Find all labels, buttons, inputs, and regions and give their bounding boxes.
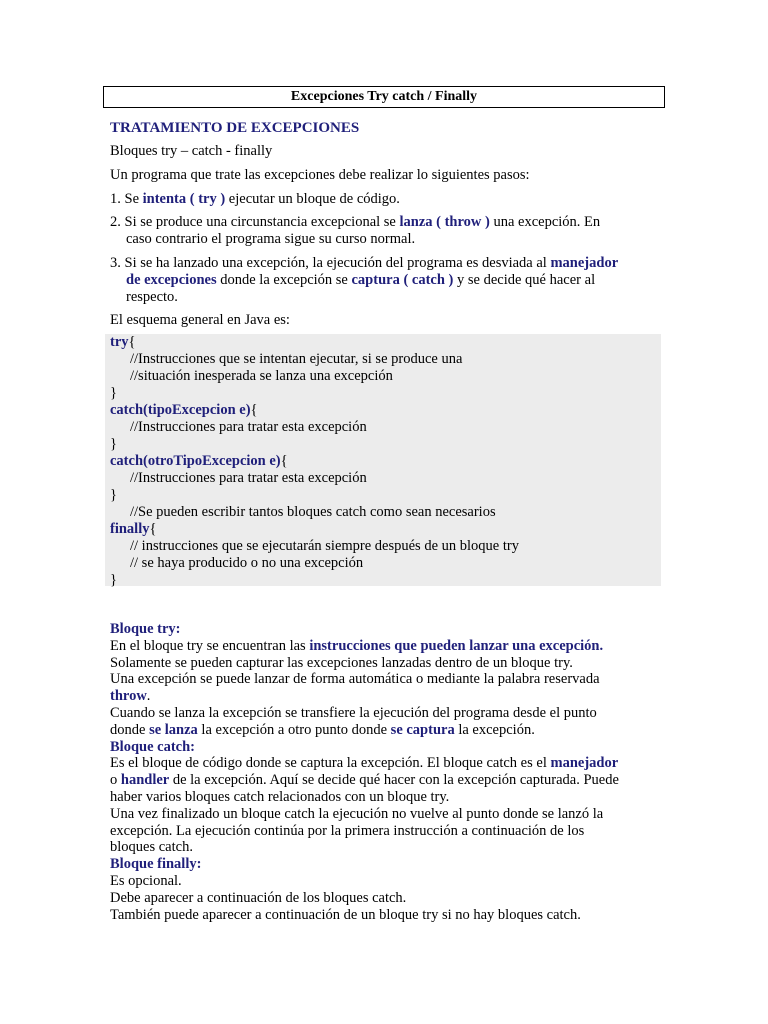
subtitle: Bloques try – catch - finally bbox=[110, 143, 273, 159]
explanations: Bloque try: En el bloque try se encuentran las instrucciones que pueden lanzar una excepción. Solamente se pueden capturar las excepciones lanzadas dentro de un bloque try. Una excepción se puede lanzar de forma automática o mediante la palabra reservada throw. Cuando se lanza la excepción se transfiere la ejecución del programa desde el punto donde se lanza la excepción a otro punto donde se captura la excepción. Bloque catch: Es el bloque de código donde se captura la excepción. El bloque catch es el manejador o handler de la excepción. Aquí se decide qué hacer con la excepción capturada. Puede haber varios bloques catch relacionados con un bloque try. Una vez finalizado un bloque catch la ejecución no vuelve al punto donde se lanzó la excepción. La ejecución continúa por la primera instrucción a continuación de los bloques catch. Bloque finally: Es opcional. Debe aparecer a continuación de los bloques catch. También puede aparecer a continuación de un bloque try si no hay bloques catch. bbox=[110, 621, 670, 923]
try-heading: Bloque try: bbox=[110, 621, 181, 637]
step-1: 1. Se intenta ( try ) ejecutar un bloque de código. bbox=[110, 191, 400, 207]
schema-label: El esquema general en Java es: bbox=[110, 312, 290, 328]
finally-heading: Bloque finally: bbox=[110, 856, 202, 873]
step-3: 3. Si se ha lanzado una excepción, la ejecución del programa es desviada al manejador de excepciones donde la excepción se captura ( catch ) y se decide qué hacer al respecto. bbox=[110, 255, 619, 305]
section-heading: TRATAMIENTO DE EXCEPCIONES bbox=[110, 120, 360, 136]
page-title: Excepciones Try catch / Finally bbox=[103, 86, 665, 108]
catch-heading: Bloque catch: bbox=[110, 738, 195, 755]
step-2: 2. Si se produce una circunstancia excepcional se lanza ( throw ) una excepción. En caso contrario el programa sigue su curso normal. bbox=[110, 214, 601, 247]
intro-text: Un programa que trate las excepciones debe realizar lo siguientes pasos: bbox=[110, 167, 530, 183]
code-block: try{ //Instrucciones que se intentan ejecutar, si se produce una //situación inesperada se lanza una excepción } catch(tipoExcepcion e){ //Instrucciones para tratar esta excepción } catch(otroTipoExcepcion e){ //Instrucciones para tratar esta excepción } //Se pueden escribir tantos bloques catch como sean necesarios finally{ // instrucciones que se ejecutarán siempre después de un bloque try // se haya producido o no una excepción } bbox=[110, 334, 519, 588]
